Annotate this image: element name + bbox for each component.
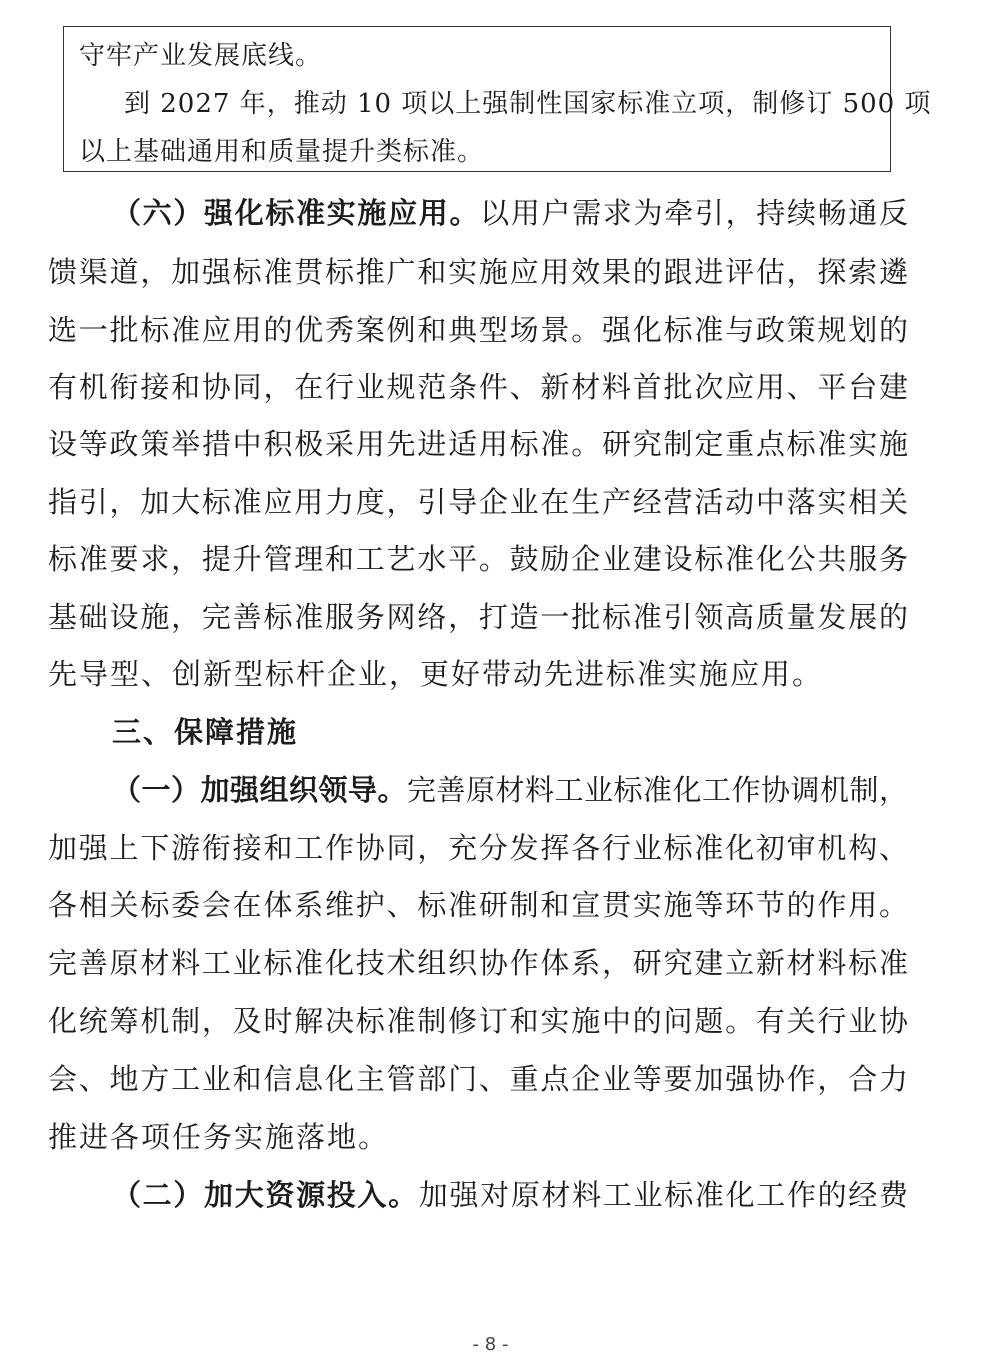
paragraph-line: 加强上下游衔接和工作协同，充分发挥各行业标准化初审机构、 [48, 831, 908, 865]
paragraph-line [112, 196, 908, 230]
item-title: （二）加大资源投入。 [112, 1178, 419, 1212]
page-number: - 8 - [472, 1334, 509, 1355]
paragraph-text: 完善原材料工业标准化工作协调机制， [407, 773, 908, 807]
item-title: （一）加强组织领导。 [112, 773, 407, 807]
box-text-line: 守牢产业发展底线。 [79, 41, 323, 71]
paragraph-line: 标准要求，提升管理和工艺水平。鼓励企业建设标准化公共服务 [48, 542, 908, 576]
paragraph-line: 会、地方工业和信息化主管部门、重点企业等要加强协作，合力 [48, 1062, 908, 1096]
paragraph-line [112, 773, 908, 807]
paragraph-line: 完善原材料工业标准化技术组织协作体系，研究建立新材料标准 [48, 946, 908, 980]
paragraph-line: 设等政策举措中积极采用先进适用标准。研究制定重点标准实施 [48, 427, 908, 461]
paragraph-text: 以用户需求为牵引，持续畅通反 [480, 196, 908, 230]
box-text-line: 以上基础通用和质量提升类标准。 [79, 137, 485, 167]
paragraph-line: 指引，加大标准应用力度，引导企业在生产经营活动中落实相关 [48, 485, 908, 519]
section-title: （六）强化标准实施应用。 [112, 196, 481, 230]
paragraph-line: 化统筹机制，及时解决标准制修订和实施中的问题。有关行业协 [48, 1004, 908, 1038]
paragraph-text: 加强对原材料工业标准化工作的经费 [418, 1178, 908, 1212]
highlight-box [63, 26, 932, 172]
paragraph-line: 推进各项任务实施落地。 [48, 1120, 390, 1154]
paragraph-line: 馈渠道，加强标准贯标推广和实施应用效果的跟进评估，探索遴 [48, 255, 908, 289]
paragraph-line: 选一批标准应用的优秀案例和典型场景。强化标准与政策规划的 [48, 313, 908, 347]
box-text-line: 到 2027 年，推动 10 项以上强制性国家标准立项，制修订 500 项 [124, 89, 932, 119]
paragraph-line: 有机衔接和协同，在行业规范条件、新材料首批次应用、平台建 [48, 370, 908, 404]
paragraph-line: 先导型、创新型标杆企业，更好带动先进标准实施应用。 [48, 657, 824, 691]
paragraph-line: 各相关标委会在体系维护、标准研制和宣贯实施等环节的作用。 [48, 888, 908, 922]
paragraph-line [112, 1178, 908, 1212]
paragraph-line: 基础设施，完善标准服务网络，打造一批标准引领高质量发展的 [48, 600, 908, 634]
section-heading: 三、保障措施 [112, 715, 299, 749]
